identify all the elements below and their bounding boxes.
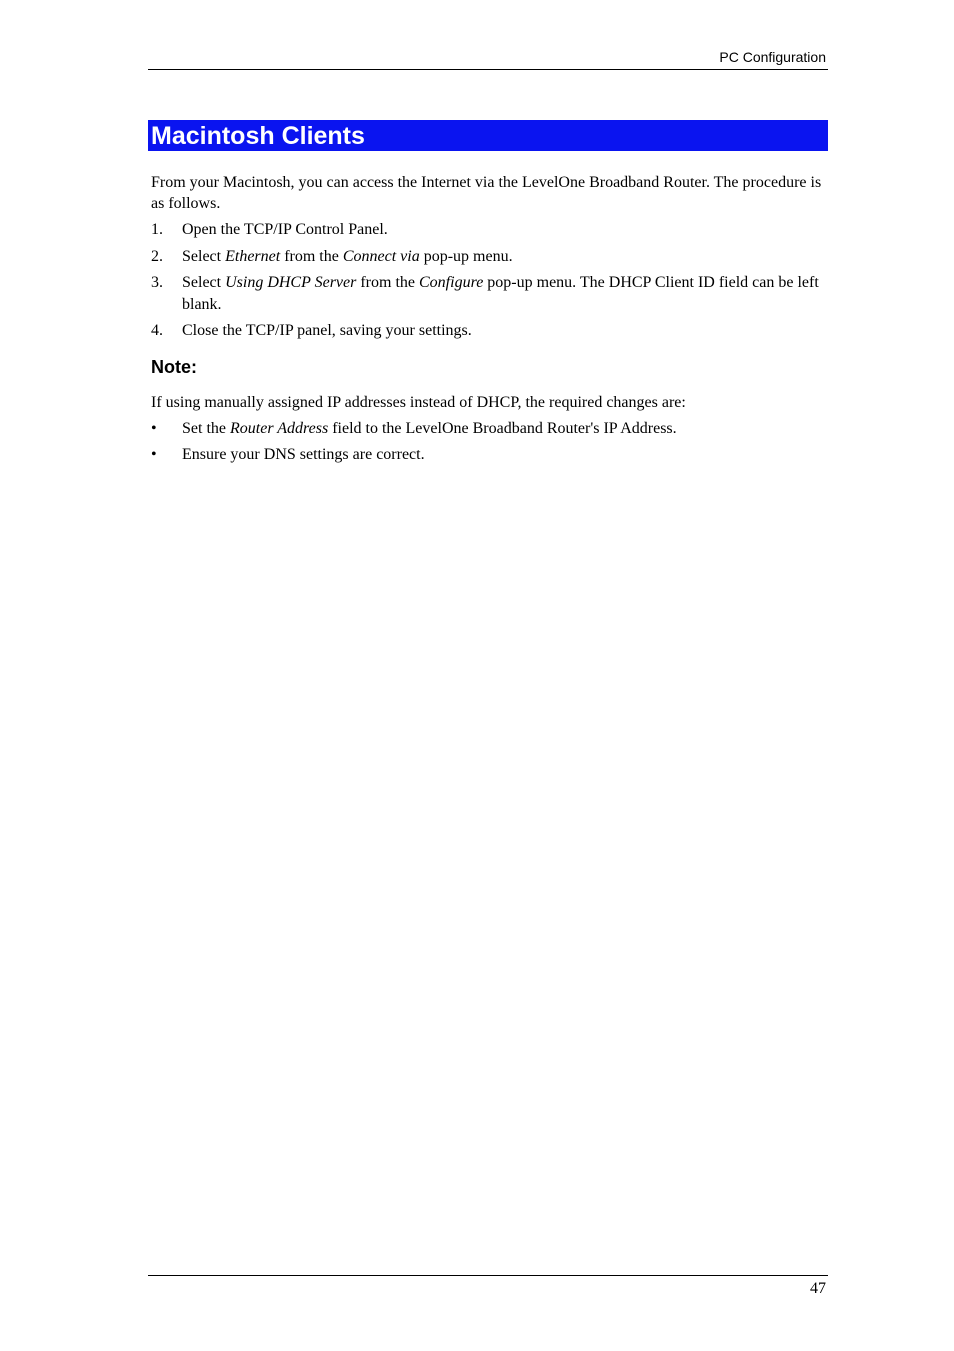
bullet-text: Set the Router Address field to the LevelOne Broadband Router's IP Address. — [182, 420, 677, 437]
step-text: Close the TCP/IP panel, saving your settings. — [182, 322, 472, 339]
bullet-text: Ensure your DNS settings are correct. — [182, 446, 425, 463]
running-header: PC Configuration — [719, 49, 826, 65]
note-paragraph: If using manually assigned IP addresses instead of DHCP, the required changes are: — [151, 394, 686, 411]
page-number: 47 — [810, 1280, 826, 1297]
note-heading: Note: — [151, 357, 197, 377]
header-rule — [148, 69, 828, 70]
step-item — [151, 320, 823, 342]
bullet-item — [151, 418, 823, 440]
section-title: Macintosh Clients — [148, 120, 828, 151]
intro-paragraph: From your Macintosh, you can access the Internet via the LevelOne Broadband Router. The procedure is as follows. — [151, 174, 822, 212]
step-number: 3. — [151, 274, 163, 291]
step-text: Select Using DHCP Server from the Configure pop-up menu. The DHCP Client ID field can be left blank. — [182, 274, 819, 313]
step-item — [151, 272, 823, 316]
step-item — [151, 219, 823, 241]
step-text: Open the TCP/IP Control Panel. — [182, 221, 388, 238]
bullet-item — [151, 444, 823, 466]
step-number: 2. — [151, 248, 163, 265]
footer-rule — [148, 1275, 828, 1276]
step-item — [151, 246, 823, 268]
bullet-glyph: • — [151, 446, 157, 463]
step-number: 4. — [151, 322, 163, 339]
step-text: Select Ethernet from the Connect via pop-up menu. — [182, 248, 513, 265]
bullet-glyph: • — [151, 420, 157, 437]
step-number: 1. — [151, 221, 163, 238]
